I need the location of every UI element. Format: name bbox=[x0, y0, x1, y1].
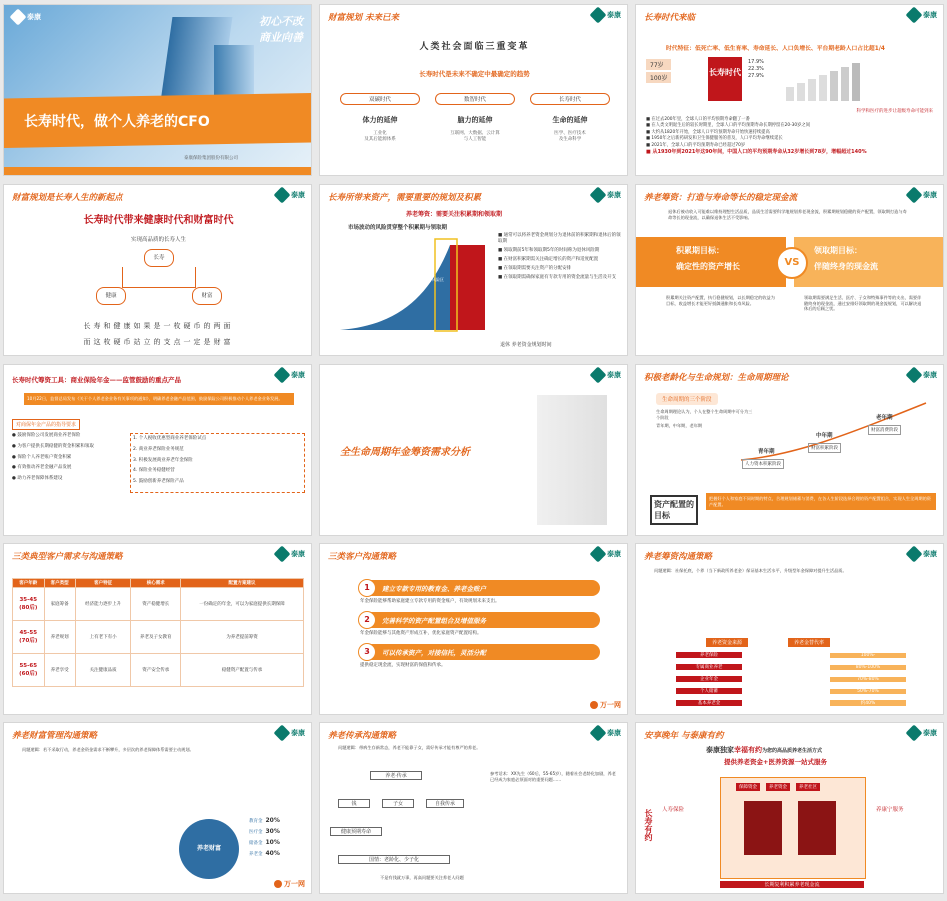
table-cell: 养老及子女教育 bbox=[131, 621, 181, 654]
taikang-logo-icon bbox=[590, 546, 607, 563]
strategy-title: 完善科学的资产配置组合及增值服务 bbox=[382, 616, 486, 625]
slide-2-three-changes[interactable] bbox=[319, 4, 628, 176]
right-items bbox=[130, 433, 305, 493]
table-row bbox=[13, 621, 304, 654]
point-text: 青年期，中年期，老年期 bbox=[656, 423, 703, 428]
source-label: 基本养老金 bbox=[676, 700, 742, 706]
pct-label: 养老金 bbox=[249, 851, 263, 857]
era-desc: 工业化 及其后能源体系 bbox=[364, 131, 396, 142]
center-label: 实现高品质的长寿人生 bbox=[130, 237, 186, 243]
risk-zone-label: 风险区 bbox=[432, 277, 444, 282]
pct-row bbox=[249, 839, 305, 846]
logo-text: 泰康 bbox=[607, 549, 621, 558]
taikang-logo-icon bbox=[590, 7, 607, 24]
cover-badge bbox=[259, 13, 303, 45]
chart-title: 市场波动的风险贯穿整个积累期与领取期 bbox=[348, 225, 448, 231]
table-cell: 养老规划 bbox=[44, 621, 75, 654]
era-name: 生命的延伸 bbox=[552, 116, 588, 124]
intro-text: 问题逻辑：带病生存新常态，养老不能靠子女，需好传承才能有尊严的养老。 bbox=[338, 745, 481, 750]
taikang-logo-icon bbox=[906, 187, 923, 204]
book-1 bbox=[744, 801, 782, 855]
bullet-item: ■ 在领取期需确保家庭有专款专用的资金流量与生活及开支 bbox=[498, 275, 617, 281]
slide-13-wealth-mgmt[interactable] bbox=[3, 722, 312, 894]
book-cover: 长寿时代 bbox=[708, 57, 742, 101]
era-tag: 长寿时代 bbox=[530, 93, 610, 105]
wanyi-text: 万一网 bbox=[600, 701, 621, 709]
intro-banner: 10月22日，监督总局发布《关于个人养老金业务有关事项的通知》，明确养老金融产品范围，鼓励保险公司积极推动个人养老金业务发展。 bbox=[24, 393, 294, 405]
goal-title: 资产配置的目标 bbox=[650, 495, 698, 525]
list-item: ● 有效推动养老金融产品发展 bbox=[12, 465, 72, 471]
taikang-logo bbox=[908, 727, 937, 739]
node-right: 财富 bbox=[192, 287, 222, 305]
strategy-list bbox=[360, 580, 600, 676]
era-desc: 互联网、大数据、云计算 与人工智能 bbox=[450, 131, 500, 142]
cover-logo bbox=[12, 11, 41, 23]
strategy-head bbox=[360, 644, 600, 660]
col-head: 养老资金来源 bbox=[706, 638, 748, 647]
wanyi-icon bbox=[274, 880, 282, 888]
strategy-number: 1 bbox=[358, 579, 376, 597]
table-cell: 稳健资产配置与传承 bbox=[181, 654, 304, 687]
sources-rows bbox=[676, 650, 906, 710]
taikang-logo bbox=[592, 727, 621, 739]
taikang-logo-icon bbox=[590, 725, 607, 742]
list-item: ● 保险个人养老账户资金积累 bbox=[12, 454, 72, 460]
source-value: 70%-80% bbox=[830, 677, 906, 682]
taikang-logo bbox=[592, 369, 621, 381]
taikang-logo-icon bbox=[906, 725, 923, 742]
wanyi-icon bbox=[590, 701, 598, 709]
table-header-cell: 客户特征 bbox=[75, 579, 131, 588]
table-cell: 为养老提前筹资 bbox=[181, 621, 304, 654]
slide-11-strategies[interactable] bbox=[319, 543, 628, 715]
logo-text: 泰康 bbox=[923, 728, 937, 737]
slide-subtitle: 长寿时代是未来不确定中最确定的趋势 bbox=[419, 70, 530, 78]
stage-pill: 生命周期的三个阶段 bbox=[656, 393, 718, 405]
source-row bbox=[676, 662, 906, 672]
logo-text: 泰康 bbox=[607, 370, 621, 379]
era-desc: 医学、医疗技术 及生命科学 bbox=[554, 131, 586, 142]
pct-value: 30% bbox=[265, 828, 280, 835]
taikang-logo-icon bbox=[906, 546, 923, 563]
stat-value: 22.3% bbox=[748, 66, 764, 72]
side-vertical: 长寿有约 bbox=[644, 809, 653, 841]
badge-line-1: 初心不改 bbox=[259, 15, 303, 28]
taikang-logo bbox=[908, 548, 937, 560]
slide-title: 长寿时代筹资工具：商业保险年金——监管鼓励的重点产品 bbox=[12, 376, 181, 384]
stage-middle: 中年期 bbox=[816, 433, 833, 439]
tag: 养老社区 bbox=[796, 783, 820, 791]
source-row bbox=[676, 686, 906, 696]
slide-6-cashflow[interactable] bbox=[635, 184, 944, 356]
taikang-logo-icon bbox=[10, 9, 27, 26]
left-items bbox=[12, 433, 122, 487]
bullet-item: ■ 1950年之后新药研发和卫生保健服务的普及，人口平均寿命继续延长 bbox=[646, 136, 783, 142]
bullet-item: ■ 领取期前5年和领取期5年的时间称为退休风险期 bbox=[498, 248, 600, 254]
stat-value: 100岁 bbox=[646, 72, 671, 83]
table-cell: 一份确定的年金，可以为家庭提供长期保障 bbox=[181, 588, 304, 621]
stage-old: 老年期 bbox=[876, 415, 893, 421]
left-label: 人寿保险 bbox=[662, 807, 685, 813]
slide-header: 财富规划是长寿人生的新起点 bbox=[12, 193, 123, 203]
slide-8-section-title[interactable] bbox=[319, 364, 628, 536]
wanyi-logo bbox=[590, 700, 621, 710]
section-title: 全生命周期年金筹资需求分析 bbox=[340, 447, 470, 458]
badge-line-2: 商业向善 bbox=[259, 31, 303, 44]
title-part: 泰康独家 bbox=[706, 746, 734, 754]
list-item: 2. 商业养老保险业务规范 bbox=[133, 446, 184, 452]
bullet-item: ■ 在领取期需要关注资产的分配安排 bbox=[498, 266, 572, 272]
taikang-logo-icon bbox=[274, 546, 291, 563]
cover-caption: 泰康保险集团股份有限公司 bbox=[184, 156, 238, 161]
cover-brand: 泰康 bbox=[27, 13, 41, 21]
slide-header: 安享晚年 与泰康有约 bbox=[644, 731, 724, 741]
source-row bbox=[676, 674, 906, 684]
slide-1-cover[interactable] bbox=[3, 4, 312, 176]
slide-header: 长寿所带来资产，需要重要的规划及积累 bbox=[328, 193, 482, 203]
bullet-item: ■ 在人类文明诞生后的较长时期里，全球人口的平均预期寿命长期停留在20-30岁之间 bbox=[646, 123, 811, 129]
intro-text: 退休后被动收入可能难以维持理想生活品质，品质生活需要科学地规划养老现金流，积累期规划稳健的资产配置，领取期打造与寿命等长的现金流，以确保退休生活不受影响。 bbox=[668, 209, 907, 220]
sources-head bbox=[706, 638, 830, 647]
wanyi-logo bbox=[274, 879, 305, 889]
goal-right-title: 领取期目标： bbox=[814, 246, 862, 255]
slide-header: 三类客户沟通策略 bbox=[328, 552, 397, 562]
strategy-number: 2 bbox=[358, 611, 376, 629]
goal-left-body: 积累期关注资产配置，执行稳健规划，以长期稳定的收益为目标，收益增长才能更好抵御通胀和长寿风险。 bbox=[666, 295, 775, 306]
slide-header: 养老传承沟通策略 bbox=[328, 731, 397, 741]
pct-row bbox=[249, 828, 305, 835]
side-text: 参考话术：XX先生（60后，55-65岁），随着社会老龄化加剧，养老已经成为家庭必须面对的重要问题…… bbox=[490, 771, 616, 782]
bullet-item: ■ 从1930年到2021年这90年间，中国人口的平均预期寿命从32岁增长到78岁，增幅超过140% bbox=[646, 149, 867, 156]
goal-right-body: 领取期需要满足生活、医疗、子女和特殊事件等的支出，需要伴随终身的现金流，通过安排好领取期的现金流规划，可以解决退休后的后顾之忧。 bbox=[804, 295, 922, 312]
intro-text: 问题逻辑：若不采取行动，养老金资金需求不断攀升，多层次的养老保障体系需要主动规划。 bbox=[22, 747, 194, 752]
book-2 bbox=[798, 801, 836, 855]
era-column bbox=[435, 93, 515, 142]
table-header-cell: 配置方案建议 bbox=[181, 579, 304, 588]
cover-footer bbox=[4, 167, 312, 175]
pct-label: 教育金 bbox=[249, 818, 263, 824]
stat-value: 17.9% bbox=[748, 59, 764, 65]
point-text: 生命周期理论认为，个人在整个生命周期中可分为三个阶段 bbox=[656, 409, 753, 420]
statement-b: 而这枚硬币站立的支点一定是财富 bbox=[83, 338, 234, 346]
bullet-item: ■ 通常可以将养老资金规划分为退休前的积累期和退休后的领取期 bbox=[498, 233, 621, 245]
right-label: 养康宁服务 bbox=[876, 807, 904, 813]
era-name: 体力的延伸 bbox=[362, 116, 398, 124]
bullet-list bbox=[498, 233, 623, 284]
slide-header: 财富规划 未来已来 bbox=[328, 13, 399, 23]
taikang-logo bbox=[908, 189, 937, 201]
bar bbox=[852, 63, 860, 101]
bullet-item: ■ 在过去200年里，全球人口的平均预期寿命翻了一番 bbox=[646, 117, 750, 122]
source-row bbox=[676, 698, 906, 708]
bottom-banner: 长期复利积累养老现金流 bbox=[720, 881, 864, 888]
era-tag: 双碳时代 bbox=[340, 93, 420, 105]
stage-note: 人力资本积累阶段 bbox=[742, 459, 784, 469]
list-item: ● 为客户提供长期稳健的资金积累和领取 bbox=[12, 443, 94, 449]
node-left: 健康 bbox=[96, 287, 126, 305]
bullet-item: ■ 大约从1820年开始，全球人口平均预期寿命开始快速持续提高 bbox=[646, 129, 770, 135]
bar bbox=[819, 75, 827, 101]
slide-title: 人类社会面临三重变革 bbox=[419, 42, 530, 52]
source-value: 100%- bbox=[830, 653, 906, 658]
era-banner: 时代特征：低死亡率、低生育率、寿命延长、人口负增长、平台期老龄人口占比超1/4 bbox=[666, 46, 885, 52]
node-top: 长寿 bbox=[144, 249, 174, 267]
title-part: 为您的高品质养老生活方式 bbox=[762, 748, 823, 754]
vs-badge: VS bbox=[776, 247, 808, 279]
table-row bbox=[13, 588, 304, 621]
source-value: 50%-70% bbox=[830, 689, 906, 694]
taikang-logo bbox=[276, 369, 305, 381]
strategy-body: 提供稳定现金流，实现财富的保值和传承。 bbox=[360, 663, 446, 668]
table-cell: 家庭筹备 bbox=[44, 588, 75, 621]
taikang-logo bbox=[276, 548, 305, 560]
slide-10-customer-table[interactable] bbox=[3, 543, 312, 715]
tree-top: 养老·传承 bbox=[370, 771, 422, 780]
statement-a: 长寿和健康如果是一枚硬币的两面 bbox=[83, 322, 234, 330]
slide-header: 养老筹资：打造与寿命等长的稳定现金流 bbox=[644, 193, 798, 203]
logo-text: 泰康 bbox=[607, 10, 621, 19]
slide-header: 长寿时代来临 bbox=[644, 13, 696, 23]
wealth-circle: 养老财富 bbox=[179, 819, 239, 879]
table-cell: 经济能力逐步上升 bbox=[75, 588, 131, 621]
logo-text: 泰康 bbox=[923, 10, 937, 19]
bar bbox=[797, 83, 805, 101]
taikang-logo bbox=[908, 9, 937, 21]
table-header-row bbox=[13, 579, 304, 588]
table-header-cell: 核心需求 bbox=[131, 579, 181, 588]
logo-text: 泰康 bbox=[291, 370, 305, 379]
list-item: ● 鼓励保险公司发展商业养老保险 bbox=[12, 433, 81, 438]
slide-header: 养老财富管理沟通策略 bbox=[12, 731, 98, 741]
tag-row bbox=[736, 783, 820, 791]
pct-value: 40% bbox=[265, 850, 280, 857]
section-building bbox=[537, 395, 607, 525]
table-cell: 上有老下有小 bbox=[75, 621, 131, 654]
logo-text: 泰康 bbox=[607, 190, 621, 199]
stage-note: 财富积累阶段 bbox=[808, 443, 841, 453]
pct-label: 储备金 bbox=[249, 840, 263, 846]
taikang-logo-icon bbox=[590, 367, 607, 384]
goal-left-sub: 确定性的资产增长 bbox=[676, 262, 740, 271]
intro-text: 问题逻辑：社保托底，个养（当下新政所养老金）保证基本生活水平，升级型年金保障对提升生活品质。 bbox=[654, 568, 847, 573]
service-subtitle: 提供养老资金+医养资源一站式服务 bbox=[724, 758, 827, 766]
taikang-logo-icon bbox=[906, 7, 923, 24]
tag: 养老资金 bbox=[766, 783, 790, 791]
accumulation-area bbox=[340, 245, 450, 330]
source-label: 个人储蓄 bbox=[676, 688, 742, 694]
slide-4-health-wealth[interactable] bbox=[3, 184, 312, 356]
tag: 保障资金 bbox=[736, 783, 760, 791]
list-item: 5. 鼓励创新养老保险产品 bbox=[133, 479, 184, 484]
era-column bbox=[340, 93, 420, 142]
table-cell: 45-55 (70后) bbox=[13, 621, 45, 654]
pct-row bbox=[249, 817, 305, 824]
pct-label: 医疗金 bbox=[249, 829, 263, 835]
left-column-head: 对商保年金产品的指导要求 bbox=[12, 419, 80, 430]
slide-7-annuity-tool[interactable] bbox=[3, 364, 312, 536]
strategy-title: 建立专款专用的教育金、养老金账户 bbox=[382, 584, 486, 593]
logo-text: 泰康 bbox=[607, 728, 621, 737]
tree-node: 国情：老龄化、少子化 bbox=[338, 855, 450, 864]
title-highlight: 幸福有约 bbox=[734, 746, 762, 754]
slide-5-accumulation[interactable] bbox=[319, 184, 628, 356]
source-value: 约40% bbox=[830, 700, 906, 706]
col-head: 养老金替代率 bbox=[788, 638, 830, 647]
table-row bbox=[13, 654, 304, 687]
bar bbox=[841, 67, 849, 101]
strategy-title: 可以传承资产，对接信托，灵活分配 bbox=[382, 648, 486, 657]
bullet-item: ■ 在财富积累期需关注确定增长的资产和适度配置 bbox=[498, 257, 599, 263]
logo-text: 泰康 bbox=[291, 190, 305, 199]
slide-header: 养老筹资沟通策略 bbox=[644, 552, 713, 562]
logo-text: 泰康 bbox=[923, 549, 937, 558]
table-header-cell: 客户年龄 bbox=[13, 579, 45, 588]
slide-header: 三类典型客户需求与沟通策略 bbox=[12, 552, 123, 562]
retirement-curve-chart bbox=[340, 235, 490, 335]
strategy-head bbox=[360, 580, 600, 596]
wealth-pcts bbox=[249, 817, 305, 861]
bullet-item: ■ 2021年，全球人口的平均预期寿命已经超过70岁 bbox=[646, 142, 746, 148]
logo-text: 泰康 bbox=[923, 370, 937, 379]
mini-bar-chart bbox=[786, 61, 926, 101]
pct-value: 20% bbox=[265, 817, 280, 824]
goal-left-title: 积累期目标： bbox=[676, 246, 724, 255]
triangle-connector bbox=[122, 267, 196, 288]
era-columns bbox=[340, 93, 610, 142]
taikang-logo-icon bbox=[906, 367, 923, 384]
bar bbox=[786, 87, 794, 101]
bullet-list bbox=[646, 117, 936, 157]
pct-value: 10% bbox=[265, 839, 280, 846]
tree-node: 子女 bbox=[382, 799, 414, 808]
slide-subtitle: 养老筹资：需要关注积累期和领取期 bbox=[406, 211, 503, 218]
taikang-logo bbox=[276, 727, 305, 739]
customer-table bbox=[12, 578, 304, 687]
stage-note: 财富消费阶段 bbox=[868, 425, 901, 435]
footer-label: 退休 养老资金规划时间 bbox=[500, 342, 552, 348]
taikang-logo bbox=[592, 9, 621, 21]
service-title bbox=[706, 745, 822, 755]
taikang-logo bbox=[276, 189, 305, 201]
stat-value: 77岁 bbox=[646, 59, 671, 70]
source-label: 企业年金 bbox=[676, 676, 742, 682]
decumulation-area bbox=[450, 245, 485, 330]
strategy-head bbox=[360, 612, 600, 628]
source-label: 养老保险 bbox=[676, 652, 742, 658]
stat-column bbox=[748, 59, 764, 79]
strategy-number: 3 bbox=[358, 643, 376, 661]
tree-footer: 不是有钱就万事，再高问题要关注养老人问题 bbox=[380, 875, 464, 880]
taikang-logo-icon bbox=[274, 725, 291, 742]
slide-12-pension-sources[interactable] bbox=[635, 543, 944, 715]
stat-boxes bbox=[646, 59, 671, 83]
logo-text: 泰康 bbox=[291, 728, 305, 737]
goal-right-sub: 伴随终身的现金流 bbox=[814, 262, 878, 271]
bar bbox=[808, 79, 816, 101]
logo-text: 泰康 bbox=[923, 190, 937, 199]
bar bbox=[830, 71, 838, 101]
goal-body: 把握好个人和家庭不同时期的特点，合理规划储蓄与消费，在各人生阶段选择合理的资产配置组合，实现人生全周期的资产配置。 bbox=[706, 493, 936, 510]
service-panel bbox=[720, 777, 866, 879]
tree-node: 健康预期寿命 bbox=[330, 827, 382, 836]
era-tag: 数智时代 bbox=[435, 93, 515, 105]
source-row bbox=[676, 650, 906, 660]
list-item: ● 助力养老保障体系建设 bbox=[12, 476, 63, 481]
list-item: 4. 保险业务稳健经营 bbox=[133, 468, 175, 474]
table-cell: 资产安全传承 bbox=[131, 654, 181, 687]
era-column bbox=[530, 93, 610, 142]
logo-text: 泰康 bbox=[291, 549, 305, 558]
strategy-item bbox=[360, 644, 600, 668]
slide-15-taikang-service[interactable] bbox=[635, 722, 944, 894]
taikang-logo bbox=[592, 189, 621, 201]
cover-title: 长寿时代，做个人养老的CFO bbox=[24, 114, 210, 130]
table-header-cell: 客户类型 bbox=[44, 579, 75, 588]
table-cell: 关注健康品质 bbox=[75, 654, 131, 687]
strategy-item bbox=[360, 580, 600, 604]
stage-youth: 青年期 bbox=[758, 449, 775, 455]
strategy-body: 年金保险能够帮助家庭建立专款专用的资金账户，有效规划未来支出。 bbox=[360, 599, 500, 604]
table-cell: 55-65 (60后) bbox=[13, 654, 45, 687]
wanyi-text: 万一网 bbox=[284, 880, 305, 888]
note-text: 科学和医疗的进步让超级寿命可能到来 bbox=[856, 109, 933, 114]
slide-9-life-cycle[interactable] bbox=[635, 364, 944, 536]
taikang-logo bbox=[592, 548, 621, 560]
source-value: 80%-100% bbox=[830, 665, 906, 670]
list-item: 1. 个人税收优惠型商业养老保险试点 bbox=[133, 436, 207, 441]
taikang-logo-icon bbox=[274, 187, 291, 204]
slide-3-longevity-era[interactable] bbox=[635, 4, 944, 176]
taikang-logo-icon bbox=[274, 367, 291, 384]
strategy-body: 年金保险能够与其他资产形成互补，优化家庭资产配置结构。 bbox=[360, 631, 482, 636]
slide-title: 长寿时代带来健康时代和财富时代 bbox=[83, 215, 234, 226]
table-cell: 35-45 (80后) bbox=[13, 588, 45, 621]
tree-node: 自我传承 bbox=[426, 799, 464, 808]
era-name: 脑力的延伸 bbox=[457, 116, 493, 124]
table-cell: 养老享受 bbox=[44, 654, 75, 687]
slide-14-legacy[interactable] bbox=[319, 722, 628, 894]
taikang-logo-icon bbox=[590, 187, 607, 204]
table-cell: 资产稳健增长 bbox=[131, 588, 181, 621]
strategy-item bbox=[360, 612, 600, 636]
taikang-logo bbox=[908, 369, 937, 381]
tree-node: 钱 bbox=[338, 799, 370, 808]
slide-header: 积极老龄化与生命规划：生命周期理论 bbox=[644, 373, 789, 383]
pct-row bbox=[249, 850, 305, 857]
list-item: 3. 积极发展商业养老年金保险 bbox=[133, 457, 193, 463]
source-label: 专属商业养老 bbox=[676, 664, 742, 670]
stat-value: 27.9% bbox=[748, 73, 764, 79]
